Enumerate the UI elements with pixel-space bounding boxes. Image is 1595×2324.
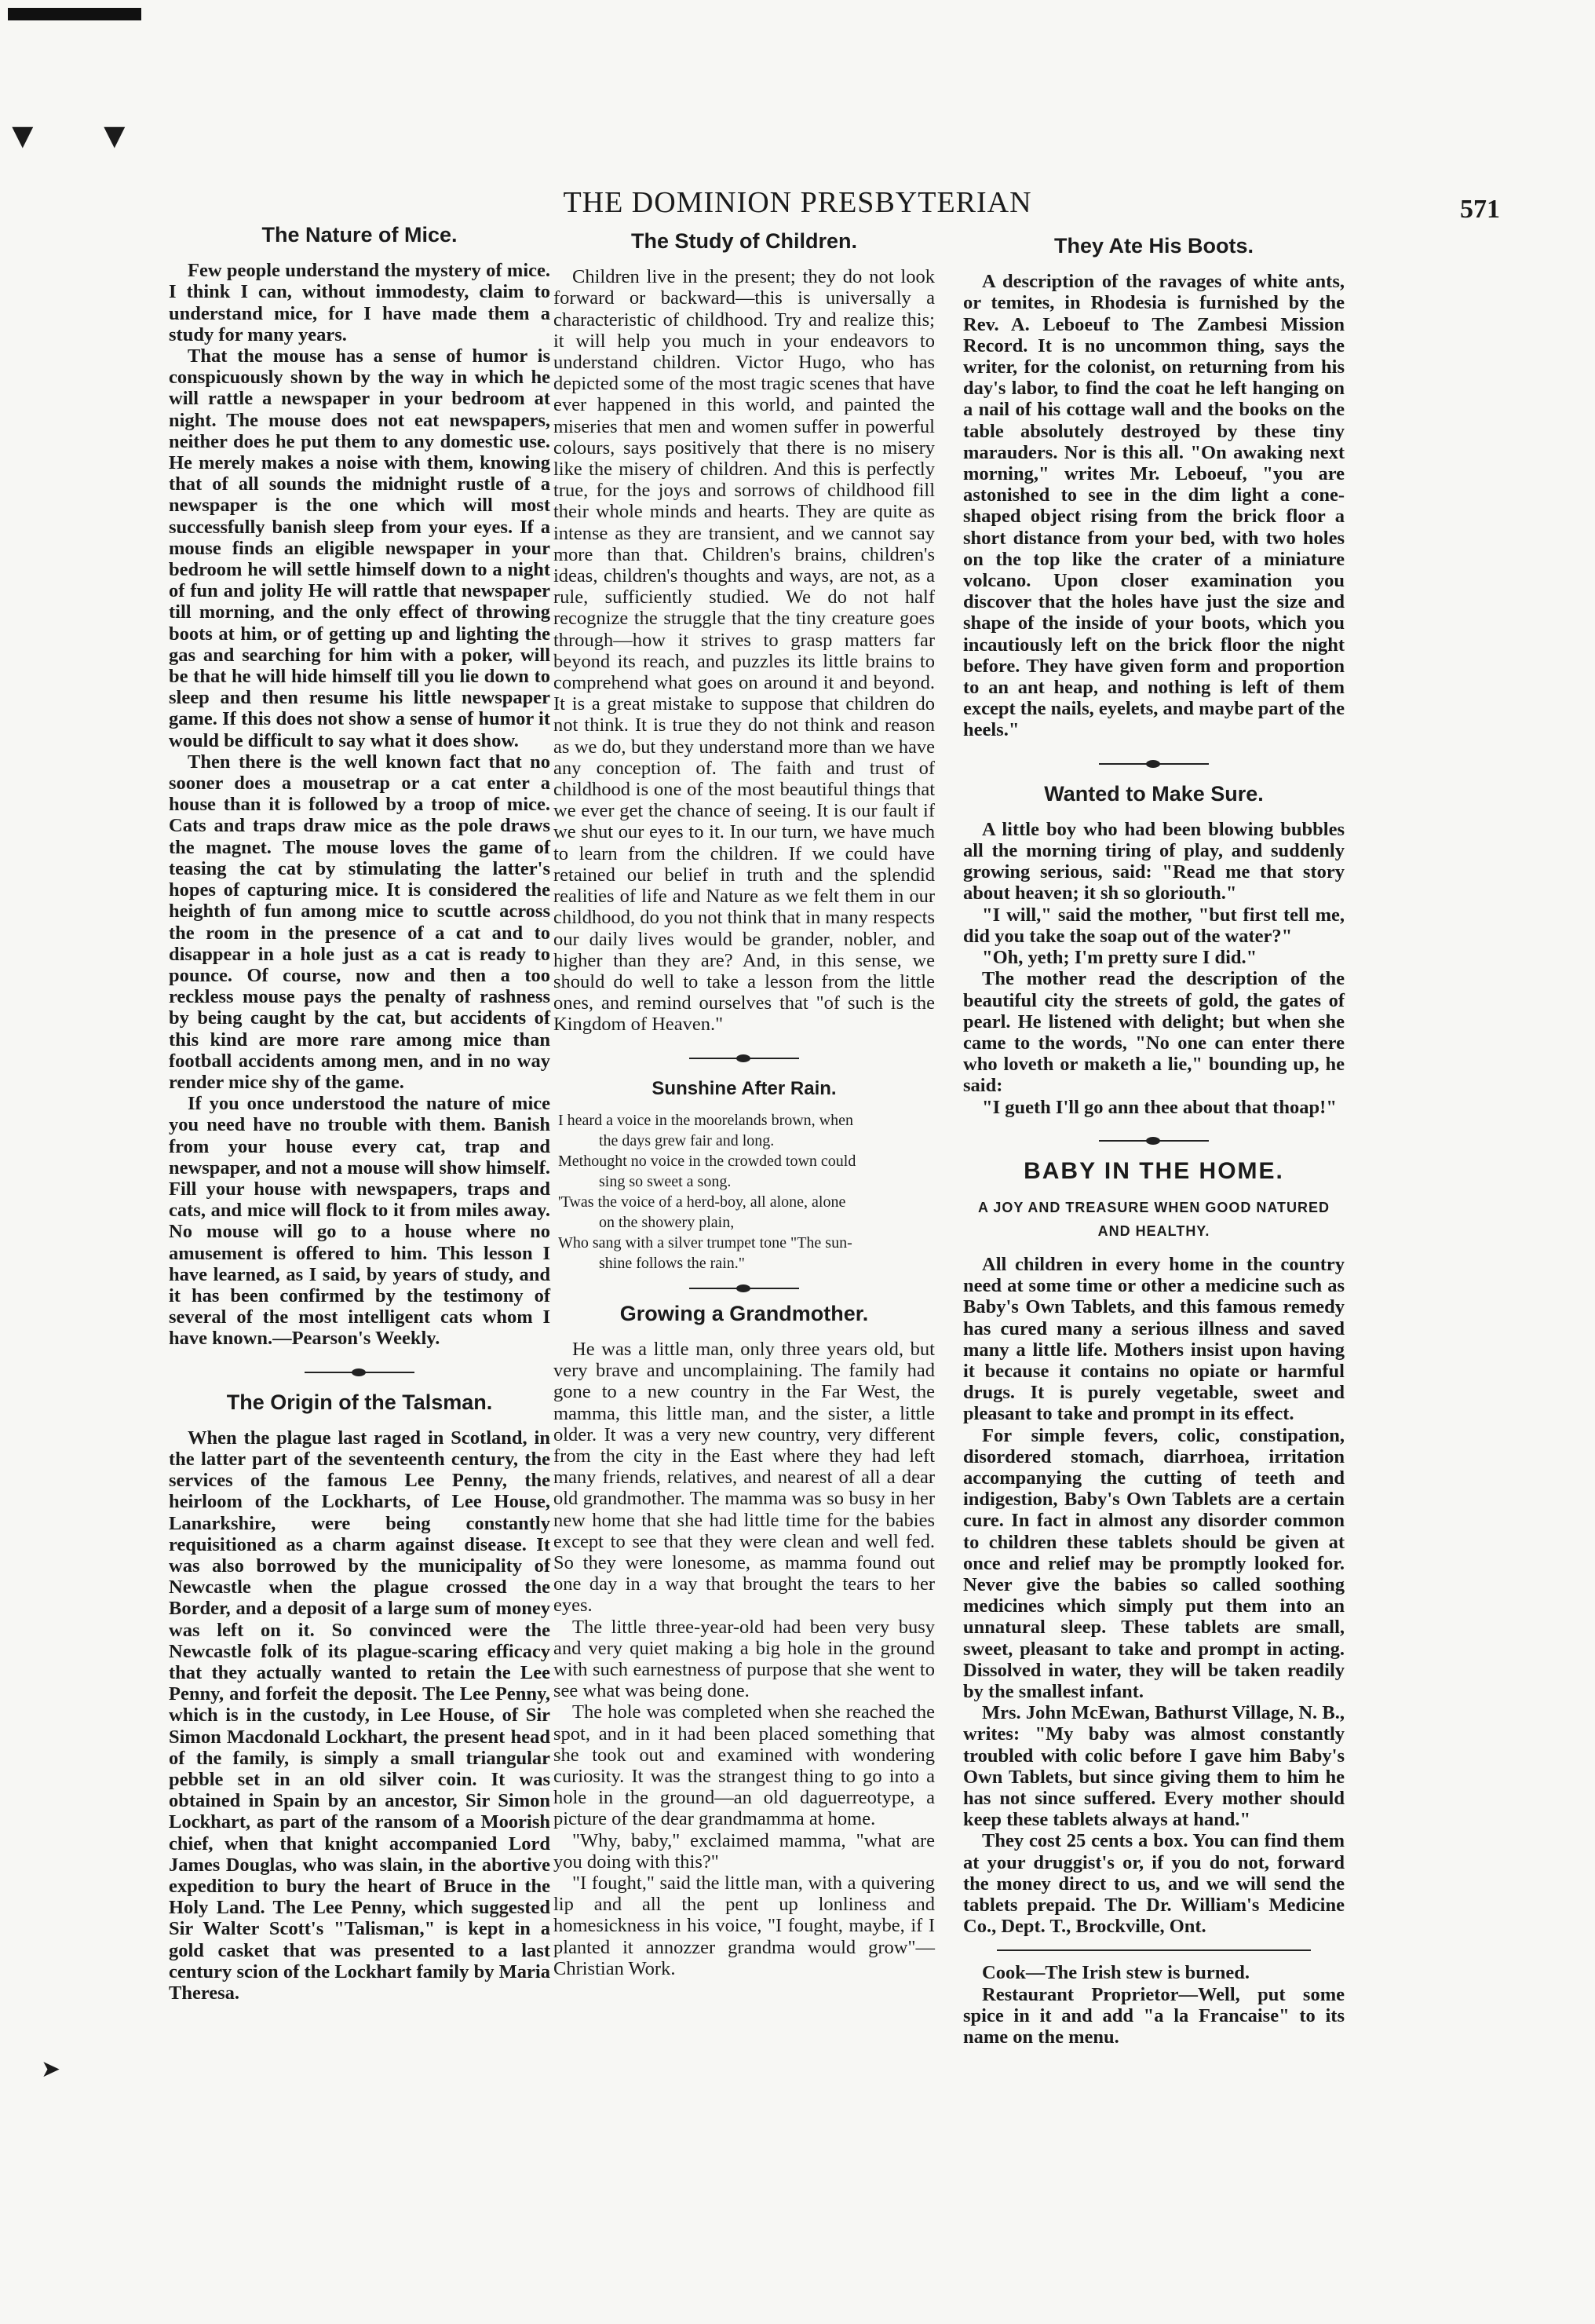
paragraph: That the mouse has a sense of humor is conspicuously shown by the way in which he will rattle a newspaper in your bedroom at night. The mouse does not eat newspapers, neither does he put them to any domestic use. He merely makes a noise with them, knowing that of all sounds the midnight rustle of a newspaper is the one which will most successfully banish sleep from your eyes. If a mouse finds an eligible newspaper in your bedroom he will settle himself down to a night of fun and jolity He will rattle that newspaper till morning, and the only effect of throwing boots at him, or of getting up and lighting the gas and searching for him with a poker, will be that he will hide himself till you lie down to sleep and then resume his little newspaper game. If this does not show a sense of humor it would be difficult to say what it does show.	[169, 345, 550, 751]
poem-line: Methought no voice in the crowded town could	[558, 1152, 856, 1170]
paragraph: "I gueth I'll go ann thee about that thoap!"	[982, 1096, 1337, 1118]
paragraph: Children live in the present; they do not look forward or backward—this is universally a characteristic of childhood. Try and realize this; it will help you much in your endeavors to understand children. Victor Hugo, who has depicted some of the most tragic scenes that have ever happened in this world, and painted the miseries that men and women suffer in powerful colours, says positively that there is no misery like the misery of children. And this is perfectly true, for the joys and sorrows of childhood fill their whole minds and hearts. They are quite as intense as they are transient, and we cannot say more than that. Children's brains, children's ideas, children's thoughts and ways, are not, as a rule, sufficiently studied. We do not half recognize the struggle that the tiny creature goes through—how it strives to grasp matters far beyond its reach, and puzzles its little brains to comprehend what goes on around it and beyond. It is a great mistake to suppose that children do not think. It is true they do not think and reason as we do, but they understand more than we have any conception of. The faith and trust of childhood is one of the most beautiful things that we ever get the chance of seeing. It is our fault if we shut our eyes to it. In our turn, we have much to learn from the children. If we could have retained our belief in truth and the splendid realities of life and Nature as we felt them in our childhood, do you not think that in many respects our daily lives would be grander, nobler, and higher than they are? And, in this sense, we should do well to take a lesson from the little ones, and remind ourselves that "of such is the Kingdom of Heaven."	[553, 266, 935, 1036]
margin-triangle-marks: ▼ ▼	[5, 115, 156, 155]
paragraph: "I will," said the mother, "but first tell me, did you take the soap out of the water?"	[963, 904, 1345, 947]
paragraph: "Oh, yeth; I'm pretty sure I did."	[982, 947, 1257, 969]
poem-line: 'Twas the voice of a herd-boy, all alone, alone	[558, 1193, 846, 1211]
margin-pointer-mark: ➤	[41, 2056, 61, 2082]
section-divider	[305, 1372, 414, 1373]
poem-line: on the showery plain,	[599, 1213, 735, 1231]
section-divider	[689, 1288, 799, 1289]
paragraph: A little boy who had been blowing bubbles all the morning tiring of play, and suddenly growing serious, said: "Read me that story about heaven; it sh so gloriouth."	[963, 818, 1345, 904]
paragraph: The little three-year-old had been very busy and very quiet making a big hole in the ground with such earnestness of purpose that she went to see what was being done.	[553, 1616, 935, 1702]
paragraph: Then there is the well known fact that no sooner does a mousetrap or a cat enter a house than it is followed by a troop of mice. Cats and traps draw mice as the pole draws the magnet. The mouse loves the game of teasing the cat by stimulating the latter's hopes of capturing mice. It is considered the heighth of fun among mice to scuttle across the room in the presence of a cat and to disappear in a hole just as a cat is ready to pounce. Of course, now and then a too reckless mouse pays the penalty of rashness by being caught by the cat, but accidents of this kind are more rare among mice than football accidents among men, and in no way render mice shy of the game.	[169, 751, 550, 1093]
paragraph: A description of the ravages of white ants, or temites, in Rhodesia is furnished by the Rev. A. Leboeuf to The Zambesi Mission Record. It is no uncommon thing, says the writer, for the colonist, on returning from his day's labor, to find the coat he left hanging on a nail of his cottage wall and the books on the table absolutely destroyed by these tiny marauders. Nor is this all. "On awaking next morning," writes Mr. Leboeuf, "you are astonished to see in the dim light a cone-shaped object rising from the brick floor a short distance from your bed, with two holes on the top like the crater of a miniature volcano. Upon closer examination you discover that the holes have just the size and shape of the inside of your boots, which you incautiously left on the brick floor the night before. They have given form and proportion to an ant heap, and nothing is left of them except the nails, eyelets, and maybe part of the heels."	[963, 271, 1345, 741]
poem-line: I heard a voice in the moorelands brown, when	[558, 1111, 853, 1129]
article-title-baby: BABY IN THE HOME.	[1024, 1157, 1284, 1184]
article-title-boots: They Ate His Boots.	[1053, 234, 1254, 258]
poem-line: the days grew fair and long.	[599, 1131, 775, 1149]
paragraph: "I fought," said the little man, with a quivering lip and all the pent up lonliness and homesickness in his voice, "I fought, maybe, if I planted it annozzer grandma would grow"—Christian Work.	[553, 1873, 935, 1979]
section-divider	[997, 1949, 1311, 1951]
paragraph: The mother read the description of the beautiful city the streets of gold, the gates of pearl. He listened with delight; but when she came to the words, "No one can enter there who loveth or maketh a lie," bounding up, he said:	[963, 968, 1345, 1097]
paragraph: If you once understood the nature of mice you need have no trouble with them. Banish from your house every cat, trap and newspaper, and not a mouse will show himself. Fill your house with newspapers, traps and cats, and mice will flock to it from miles away. No mouse will go to a house where no amusement is offered to him. This lesson I have learned, as I said, by years of study, and it has been confirmed by the testimony of several of the most intelligent cats whom I have known.—Pearson's Weekly.	[169, 1093, 550, 1350]
article-title-mice: The Nature of Mice.	[261, 223, 458, 247]
poem-line: shine follows the rain."	[599, 1254, 745, 1272]
paragraph: The hole was completed when she reached the spot, and in it had been placed something that she took out and examined with wondering curiosity. It was the strangest thing to go into a hole in the ground—an old daguerreotype, a picture of the dear grandmamma at home.	[553, 1701, 935, 1830]
paragraph: Restaurant Proprietor—Well, put some spice in it and add "a la Francaise" to its name on the menu.	[963, 1983, 1345, 2048]
paragraph: They cost 25 cents a box. You can find them at your druggist's or, if you do not, forward the money direct to us, and we will send the tablets prepaid. The Dr. William's Medicine Co., Dept. T., Brockville, Ont.	[963, 1830, 1345, 1938]
column-right	[963, 225, 1345, 2048]
running-head: THE DOMINION PRESBYTERIAN	[563, 186, 1032, 219]
paragraph: All children in every home in the country need at some time or other a medicine such as Baby's Own Tablets, and this famous remedy has cured many a serious illness and saved many a little life. Mothers insist upon having it because it contains no opiate or harmful drugs. It is purely vegetable, sweet and pleasant to take and prompt in its effect.	[963, 1253, 1345, 1425]
paragraph: Few people understand the mystery of mice. I think I can, without immodesty, claim to understand mice, for I have made them a study for many years.	[169, 260, 550, 345]
poem-line: sing so sweet a song.	[599, 1172, 732, 1190]
article-title-children: The Study of Children.	[631, 229, 857, 253]
column-middle	[553, 225, 935, 1979]
section-divider	[689, 1058, 799, 1059]
paragraph: When the plague last raged in Scotland, in the latter part of the seventeenth century, the services of the famous Lee Penny, the heirloom of the Lockharts, of Lee House, Lanarkshire, were being constantly requisitioned as a charm against disease. It was also borrowed by the municipality of Newcastle when the plague crossed the Border, and a deposit of a large sum of money was left on it. So convinced were the Newcastle folk of its plague-scaring efficacy that they actually wanted to retain the Lee Penny, and forfeit the deposit. The Lee Penny, which is in the custody, in Lee House, of Sir Simon Macdonald Lockhart, the present head of the family, is simply a small triangular pebble set in an old silver coin. It was obtained in Spain by an ancestor, Sir Simon Lockhart, as part of the ransom of a Moorish chief, when that knight accompanied Lord James Douglas, who was slain, in the abortive expedition to bury the heart of Bruce in the Holy Land. The Lee Penny, which suggested Sir Walter Scott's "Talisman," is kept in a gold casket that was presented to a last century scion of the Lockhart family by Maria Theresa.	[169, 1427, 550, 2004]
scan-corner-bar	[8, 8, 141, 20]
article-title-make-sure: Wanted to Make Sure.	[1044, 781, 1264, 806]
article-subtitle-baby: A JOY AND TREASURE WHEN GOOD NATURED AND HEALTHY.	[977, 1199, 1330, 1239]
poem-line: Who sang with a silver trumpet tone "The sun-	[558, 1233, 852, 1252]
article-title-talisman: The Origin of the Talsman.	[226, 1390, 493, 1414]
section-divider	[1099, 1140, 1209, 1142]
paragraph: For simple fevers, colic, constipation, disordered stomach, diarrhoea, irritation accompanying the cutting of teeth and indigestion, Baby's Own Tablets are a certain cure. In fact in almost any disorder common to children these tablets should be given at once and relief may be promptly looked for. Never give the babies so called soothing medicines which simply put them into an unnatural sleep. These tablets are small, sweet, pleasant to take and prompt in acting. Dissolved in water, they will be taken readily by the smallest infant.	[963, 1424, 1345, 1702]
section-divider	[1099, 763, 1209, 765]
article-title-grandmother: Growing a Grandmother.	[619, 1301, 869, 1325]
poem-sunshine	[558, 1110, 930, 1273]
paragraph: Mrs. John McEwan, Bathurst Village, N. B., writes: "My baby was almost constantly troubled with colic before I gave him Baby's Own Tablets, but since giving them to him he has not since suffered. Every mother should keep these tablets always at hand."	[963, 1702, 1345, 1831]
paragraph: Cook—The Irish stew is burned.	[982, 1962, 1250, 1984]
column-left	[169, 225, 550, 2004]
paragraph: He was a little man, only three years old, but very brave and uncomplaining. The family had gone to a new country in the Far West, the mamma, this little man, and the sister, a little older. It was a very new country, very different from the city in the East where they had left many friends, relatives, and nearest of all a dear old grandmother. The mamma was so busy in her new home that she had little time for the babies except to see that they were clean and well fed. So they were lonesome, as mamma found out one day in a way that brought the tears to her eyes.	[553, 1338, 935, 1617]
poem-title-sunshine: Sunshine After Rain.	[652, 1077, 837, 1099]
page-number: 571	[1460, 195, 1500, 224]
paragraph: "Why, baby," exclaimed mamma, "what are you doing with this?"	[553, 1829, 935, 1873]
